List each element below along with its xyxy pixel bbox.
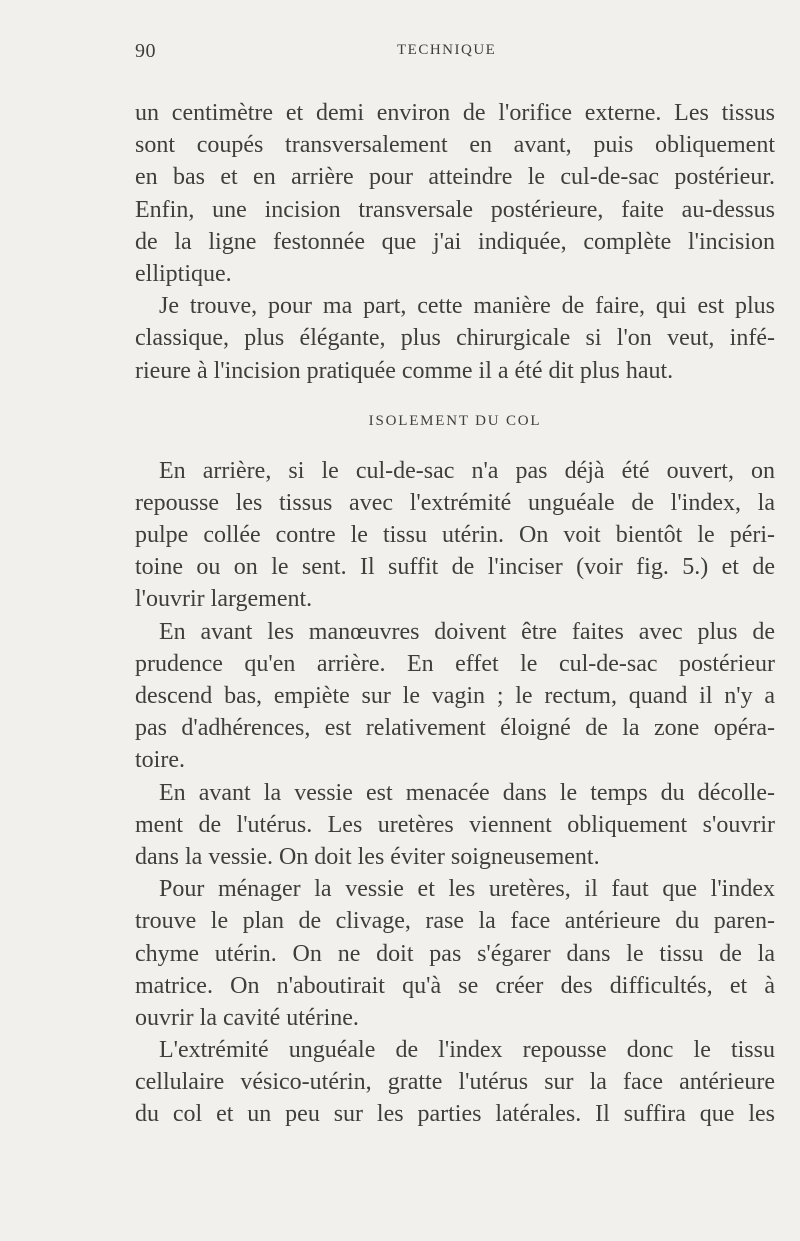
text-line: dans la vessie. On doit les éviter soigneusement.: [135, 843, 600, 870]
text-line: trouve le plan de clivage, rase la face antérieure du paren-: [135, 908, 775, 935]
text-line: rieure à l'incision pratiquée comme il a été dit plus haut.: [135, 357, 674, 384]
text-line: l'ouvrir largement.: [135, 586, 313, 613]
text-line: classique, plus élégante, plus chirurgicale si l'on veut, infé-: [135, 325, 775, 352]
section-heading: ISOLEMENT DU COL: [368, 412, 542, 429]
text-line: repousse les tissus avec l'extrémité unguéale de l'index, la: [135, 489, 775, 516]
text-line: cellulaire vésico-utérin, gratte l'utérus sur la face antérieure: [135, 1069, 775, 1096]
text-line: sont coupés transversalement en avant, puis obliquement: [135, 132, 775, 159]
running-title: TECHNIQUE: [397, 42, 497, 58]
page-number: 90: [135, 40, 156, 62]
text-line: En avant la vessie est menacée dans le temps du décolle-: [159, 779, 775, 806]
text-line: prudence qu'en arrière. En effet le cul-de-sac postérieur: [135, 650, 775, 677]
text-line: pulpe collée contre le tissu utérin. On voit bientôt le péri-: [135, 522, 775, 549]
text-line: chyme utérin. On ne doit pas s'égarer dans le tissu de la: [135, 940, 775, 967]
body-text: [135, 97, 775, 1131]
text-line: du col et un peu sur les parties latérales. Il suffira que les: [135, 1101, 775, 1128]
text-line: de la ligne festonnée que j'ai indiquée, complète l'incision: [135, 228, 775, 255]
text-line: Je trouve, pour ma part, cette manière de faire, qui est plus: [159, 293, 775, 320]
running-head: [135, 40, 775, 70]
text-line: Enfin, une incision transversale postérieure, faite au-dessus: [135, 196, 775, 223]
text-line: pas d'adhérences, est relativement éloigné de la zone opéra-: [135, 715, 775, 742]
text-line: L'extrémité unguéale de l'index repousse donc le tissu: [159, 1037, 775, 1064]
text-line: toine ou on le sent. Il suffit de l'inciser (voir fig. 5.) et de: [135, 554, 775, 581]
text-line: en bas et en arrière pour atteindre le cul-de-sac postérieur.: [135, 164, 775, 191]
text-line: descend bas, empiète sur le vagin ; le rectum, quand il n'y a: [135, 683, 775, 709]
text-line: Pour ménager la vessie et les uretères, il faut que l'index: [159, 876, 775, 903]
text-line: ment de l'utérus. Les uretères viennent obliquement s'ouvrir: [135, 811, 775, 838]
text-line: matrice. On n'aboutirait qu'à se créer des difficultés, et à: [135, 972, 775, 999]
text-line: En arrière, si le cul-de-sac n'a pas déjà été ouvert, on: [159, 457, 775, 484]
text-line: ouvrir la cavité utérine.: [135, 1004, 359, 1031]
text-line: toire.: [135, 747, 185, 774]
text-line: elliptique.: [135, 260, 232, 287]
text-line: un centimètre et demi environ de l'orifice externe. Les tissus: [135, 100, 775, 126]
text-line: En avant les manœuvres doivent être faites avec plus de: [159, 618, 775, 645]
